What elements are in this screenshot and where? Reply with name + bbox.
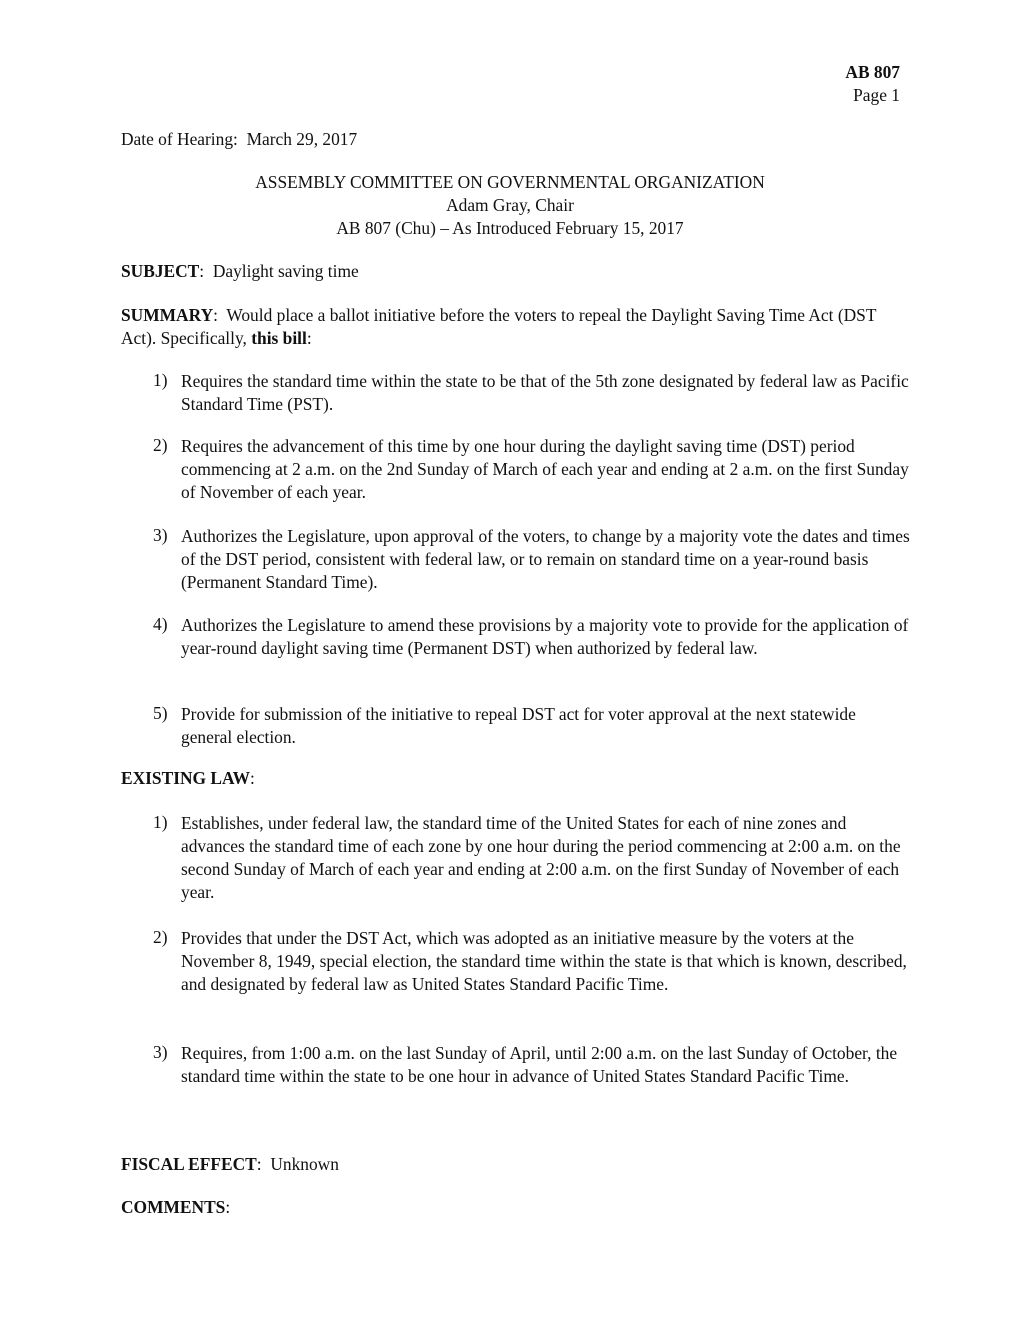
item-number: 4) <box>153 614 168 634</box>
existing-law-heading: EXISTING LAW: <box>121 768 255 788</box>
fiscal-effect-label: FISCAL EFFECT <box>121 1154 257 1174</box>
bill-line: AB 807 (Chu) – As Introduced February 15, 2017 <box>336 218 684 238</box>
fiscal-effect-line: FISCAL EFFECT: Unknown <box>121 1154 339 1174</box>
summary-text: Would place a ballot initiative before the voters to repeal the Daylight Saving Time Act (DST Act). Specifically, <box>121 305 877 348</box>
committee-chair: Adam Gray, Chair <box>446 195 574 215</box>
item-number: 2) <box>153 435 168 455</box>
item-text: Provides that under the DST Act, which was adopted as an initiative measure by the voters at the November 8, 1949, special election, the standard time within the state is that which is known, described, and designated by federal law as United States Standard Pacific Time. <box>181 928 907 994</box>
hearing-date-line <box>121 129 357 150</box>
comments-heading: COMMENTS: <box>121 1197 231 1217</box>
item-text: Establishes, under federal law, the standard time of the United States for each of nine zones and advances the standard time of each zone by one hour during the period commencing at 2:00 a.m. on the second Sunday of March of each year and ending at 2:00 a.m. on the first Sunday of November of each year. <box>181 813 901 902</box>
item-text: Provide for submission of the initiative to repeal DST act for voter approval at the next statewide general election. <box>181 704 856 747</box>
hearing-label: Date of Hearing: <box>121 129 238 149</box>
item-number: 3) <box>153 1042 168 1062</box>
item-number: 3) <box>153 525 168 545</box>
summary-bold: this bill <box>251 328 307 348</box>
item-text: Authorizes the Legislature, upon approval of the voters, to change by a majority vote the dates and times of the DST period, consistent with federal law, or to remain on standard time on a year-round basis (Permanent Standard Time). <box>181 526 910 592</box>
item-text: Authorizes the Legislature to amend these provisions by a majority vote to provide for the application of year-round daylight saving time (Permanent DST) when authorized by federal law. <box>181 615 909 658</box>
committee-name: ASSEMBLY COMMITTEE ON GOVERNMENTAL ORGANIZATION <box>255 172 765 192</box>
summary-label: SUMMARY <box>121 305 214 325</box>
item-number: 1) <box>153 812 168 832</box>
summary-paragraph: SUMMARY: Would place a ballot initiative before the voters to repeal the Daylight Saving Time Act (DST Act). Specifically, this bill: <box>121 305 877 348</box>
item-number: 1) <box>153 370 168 390</box>
subject-text: Daylight saving time <box>212 261 359 281</box>
subject-label: SUBJECT <box>121 261 200 281</box>
existing-law-label: EXISTING LAW <box>121 768 251 788</box>
subject-line: SUBJECT: Daylight saving time <box>121 261 359 281</box>
item-number: 2) <box>153 927 168 947</box>
hearing-date: March 29, 2017 <box>246 129 358 149</box>
comments-label: COMMENTS <box>121 1197 226 1217</box>
page-number: Page 1 <box>853 85 900 105</box>
item-text: Requires the advancement of this time by one hour during the daylight saving time (DST) period commencing at 2 a.m. on the 2nd Sunday of March of each year and ending at 2 a.m. on the first Sunday of November of each year. <box>181 436 909 502</box>
item-text: Requires the standard time within the state to be that of the 5th zone designated by federal law as Pacific Standard Time (PST). <box>181 371 909 414</box>
bill-number: AB 807 <box>845 62 900 82</box>
item-number: 5) <box>153 703 168 723</box>
item-text: Requires, from 1:00 a.m. on the last Sunday of April, until 2:00 a.m. on the last Sunday of October, the standard time within the state to be one hour in advance of United States Standard Pacific Time. <box>181 1043 898 1086</box>
fiscal-effect-text: Unknown <box>270 1154 339 1174</box>
